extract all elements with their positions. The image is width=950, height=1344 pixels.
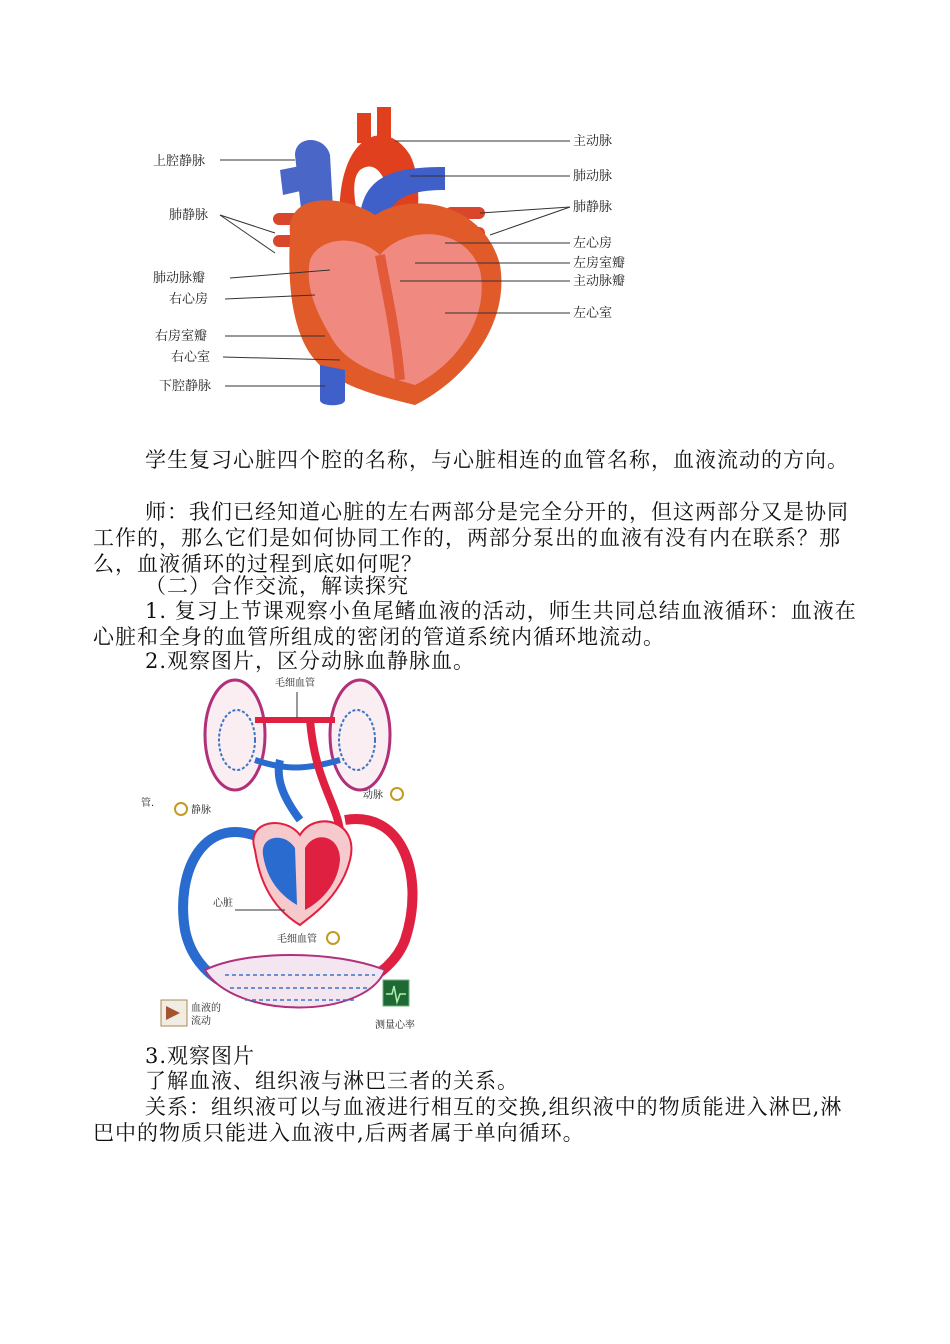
paragraph-review-fish-tail: 1. 复习上节课观察小鱼尾鳍血液的活动，师生共同总结血液循环：血液在心脏和全身的血管所组成的密闭的管道系统内循环地流动。 [93, 599, 857, 649]
label-artery: 动脉 [363, 790, 383, 801]
button-flow-line2: 流动 [191, 1016, 211, 1027]
paragraph-observe-picture: 3.观察图片 [145, 1044, 256, 1068]
side-character: 管. [141, 798, 155, 809]
pulmonary-vein-vessel [255, 760, 340, 768]
label-vein: 静脉 [191, 805, 211, 816]
magnifier-icon [391, 788, 403, 800]
label-pulmonary-artery: 肺动脉 [573, 169, 613, 184]
label-pulmonary-valve: 肺动脉瓣 [153, 271, 206, 286]
vena-cava-branch [280, 165, 305, 195]
paragraph-observe-blood: 2.观察图片，区分动脉血静脉血。 [145, 649, 476, 673]
label-capillary-bottom: 毛细血管 [277, 934, 317, 945]
circulation-diagram [135, 670, 435, 1040]
label-left-av-valve: 左房室瓣 [573, 256, 626, 271]
paragraph-understand-relationship: 了解血液、组织液与淋巴三者的关系。 [145, 1069, 519, 1093]
label-heart: 心脏 [213, 898, 233, 909]
label-superior-vena-cava: 上腔静脉 [153, 154, 206, 169]
heart-diagram [145, 95, 665, 435]
paragraph-review-heart: 学生复习心脏四个腔的名称，与心脏相连的血管名称，血液流动的方向。 [145, 448, 849, 472]
left-lung [205, 680, 265, 790]
paragraph-teacher-question: 师：我们已经知道心脏的左右两部分是完全分开的，但这两部分又是协同工作的，那么它们是如何协同工作的，两部分泵出的血液有没有内在联系？那么，血液循环的过程到底如何呢？ [93, 500, 849, 576]
inferior-vena-cava [320, 365, 345, 405]
label-aortic-valve: 主动脉瓣 [573, 274, 626, 289]
label-right-atrium: 右心房 [169, 292, 209, 307]
blood-flow-button[interactable] [161, 1000, 221, 1027]
button-flow-line1: 血液的 [191, 1003, 221, 1014]
aorta-branch-1 [357, 113, 371, 143]
magnifier-icon [175, 803, 187, 815]
label-right-ventricle: 右心室 [171, 350, 211, 365]
label-aorta: 主动脉 [573, 134, 613, 149]
label-inferior-vena-cava: 下腔静脉 [159, 379, 212, 394]
paragraph-relationship-detail: 关系：组织液可以与血液进行相互的交换,组织液中的物质能进入淋巴,淋巴中的物质只能进入血液中,后两者属于单向循环。 [93, 1095, 843, 1145]
label-capillary-top: 毛细血管 [275, 678, 315, 689]
magnifier-icon [327, 932, 339, 944]
label-left-atrium: 左心房 [573, 236, 613, 251]
button-heart-rate-label: 测量心率 [375, 1020, 415, 1031]
label-right-av-valve: 右房室瓣 [155, 329, 208, 344]
section-heading-cooperation: （二）合作交流，解读探究 [145, 574, 409, 598]
heart-rate-button[interactable] [375, 980, 415, 1031]
label-pulmonary-vein-left: 肺静脉 [169, 208, 209, 223]
label-left-ventricle: 左心室 [573, 306, 613, 321]
label-pulmonary-vein-right: 肺静脉 [573, 200, 613, 215]
aorta-branch-2 [377, 107, 391, 141]
